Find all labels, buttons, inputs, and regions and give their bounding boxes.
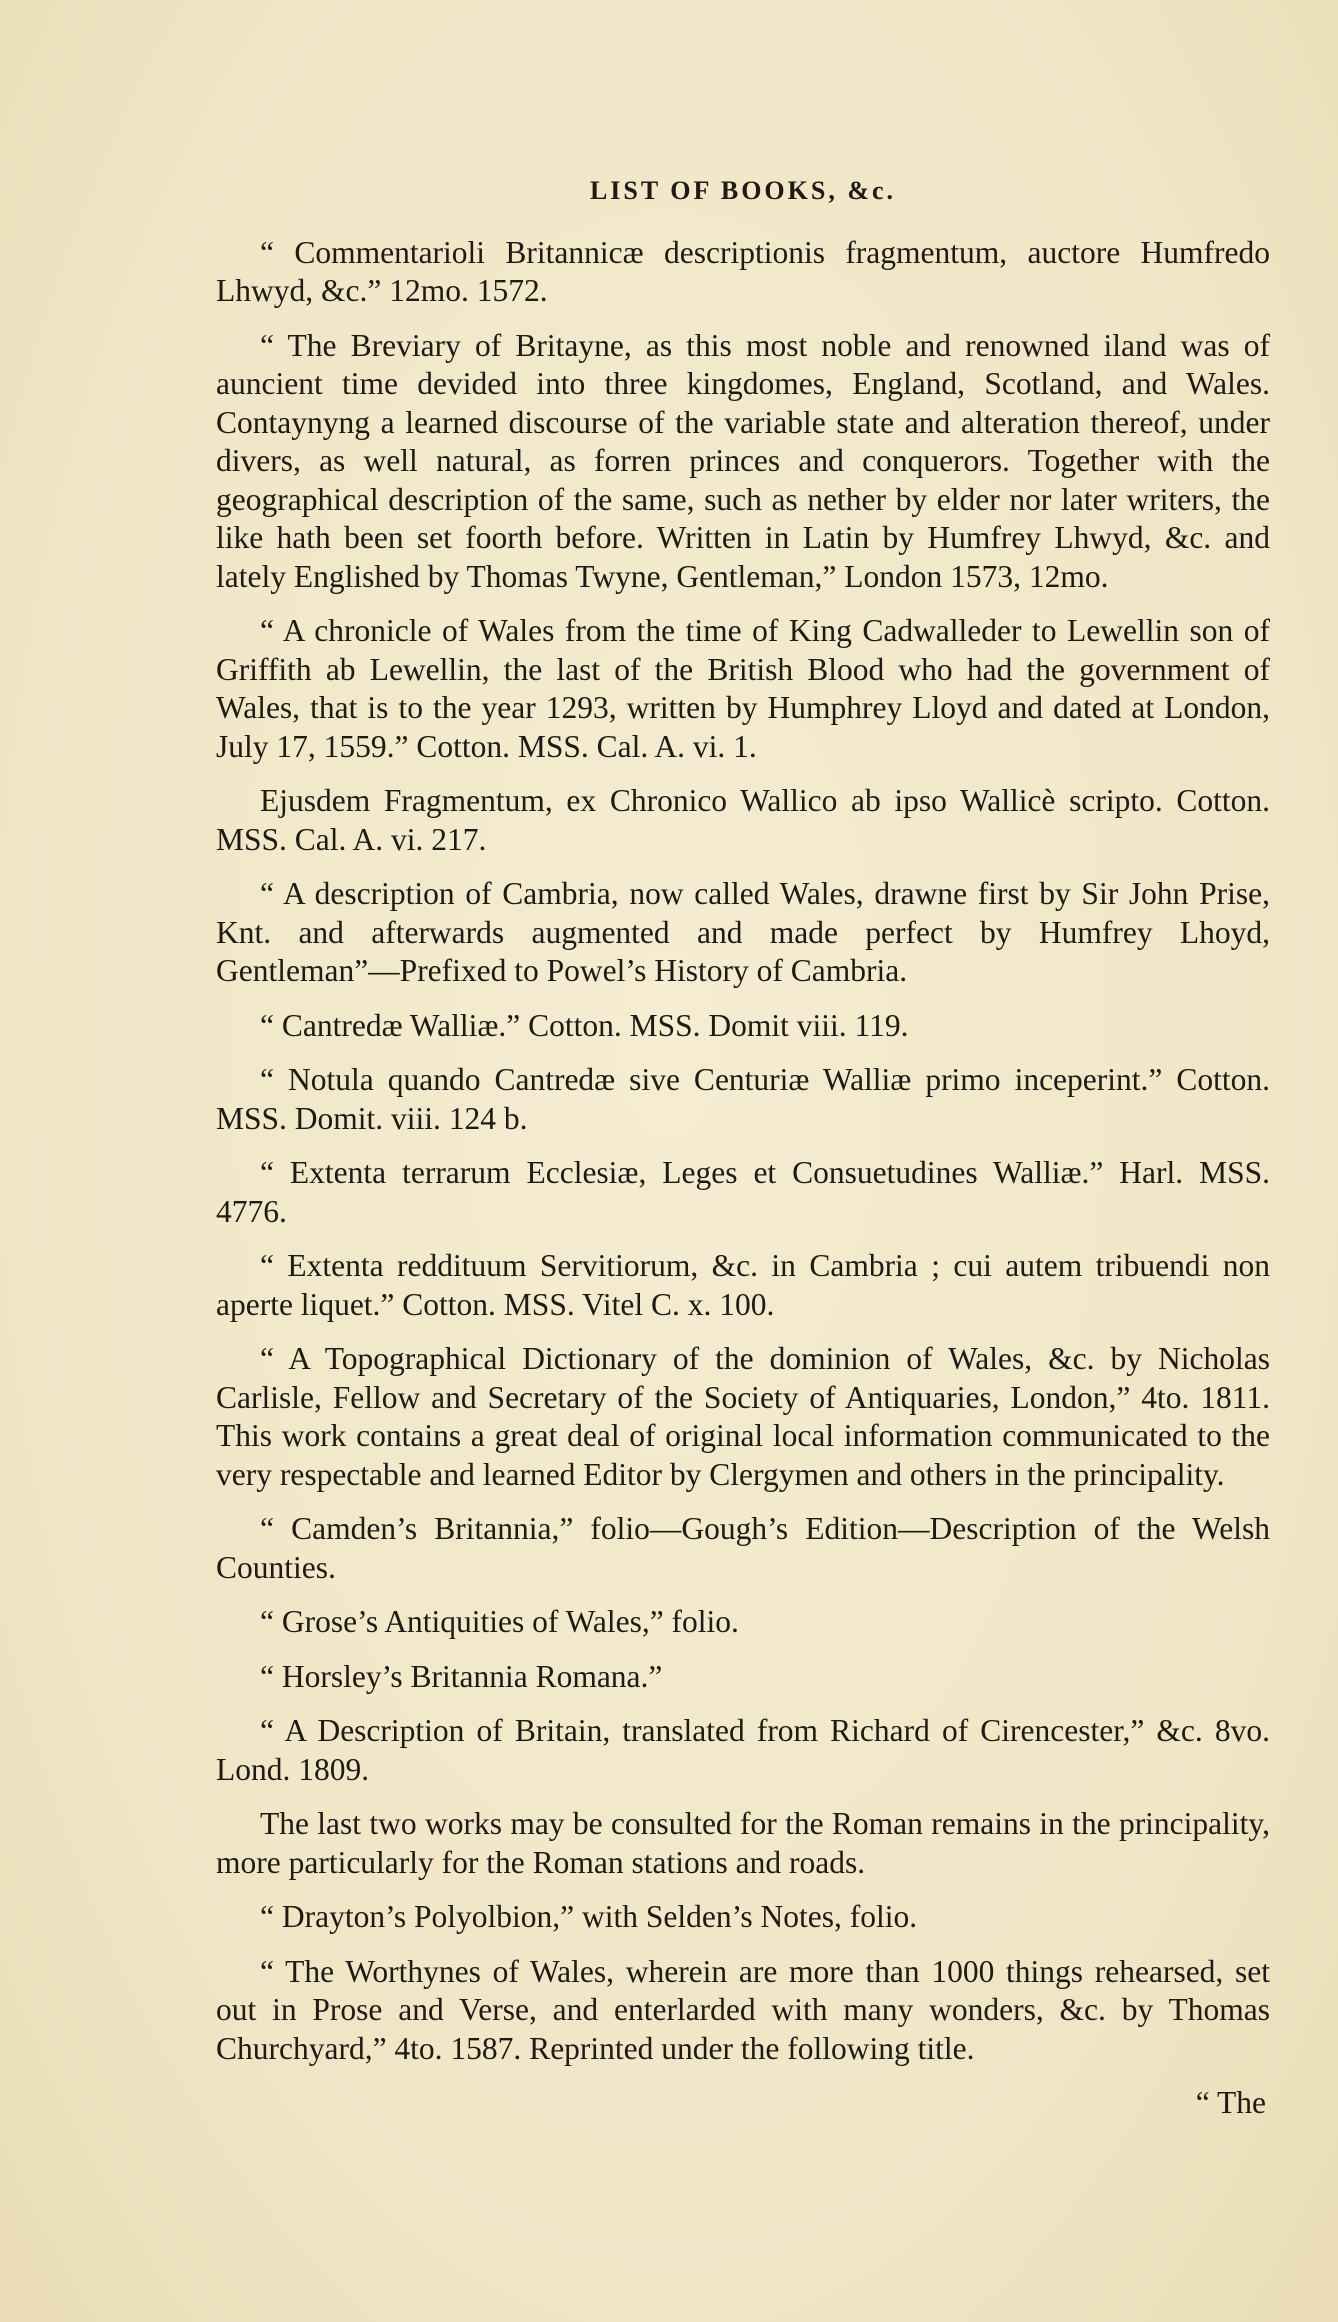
entry-breviary-of-britayne: “ The Breviary of Britayne, as this most noble and renowned iland was of auncient time devided into three kingdomes, England, Scotland, and Wales. Contaynyng a learned discourse of the variable state and alteration thereof, under divers, as well natural, as forren princes and conquerors. Together with the geographical description of the same, such as nether by elder nor later writers, the like hath been set foorth before. Written in Latin by Humfrey Lhwyd, &c. and lately Englished by Thomas Twyne, Gentleman,” London 1573, 12mo.	[216, 327, 1270, 594]
entry-horsleys-britannia: “ Horsley’s Britannia Romana.”	[260, 1658, 663, 1694]
entry-camdens-britannia: “ Camden’s Britannia,” folio—Gough’s Edition—Description of the Welsh Counties.	[216, 1511, 1270, 1585]
catchword: “ The	[1195, 2085, 1266, 2120]
running-head: LIST OF BOOKS, &c.	[589, 176, 897, 205]
entry-ejusdem-fragmentum: Ejusdem Fragmentum, ex Chronico Wallico ab ipso Wallicè scripto. Cotton. MSS. Cal. A. vi. 217.	[216, 783, 1270, 857]
entry-chronicle-of-wales: “ A chronicle of Wales from the time of King Cadwalleder to Lewellin son of Griffith ab Lewellin, the last of the British Blood who had the government of Wales, that is to the year 1293, written by Humphrey Lloyd and dated at London, July 17, 1559.” Cotton. MSS. Cal. A. vi. 1.	[216, 613, 1270, 764]
entry-groses-antiquities: “ Grose’s Antiquities of Wales,” folio.	[260, 1604, 739, 1639]
entry-cantredae-walliae: “ Cantredæ Walliæ.” Cotton. MSS. Domit viii. 119.	[260, 1007, 909, 1043]
entry-draytons-polyolbion: “ Drayton’s Polyolbion,” with Selden’s Notes, folio.	[260, 1899, 918, 1934]
entry-worthynes-of-wales: “ The Worthynes of Wales, wherein are more than 1000 things rehearsed, set out in Prose and Verse, and enterlarded with many wonders, &c. by Thomas Churchyard,” 4to. 1587. Reprinted under the following title.	[216, 1953, 1270, 2066]
entry-description-of-britain: “ A Description of Britain, translated from Richard of Cirencester,” &c. 8vo. Lond. 1809.	[216, 1713, 1270, 1787]
entry-extenta-reddituum: “ Extenta reddituum Servitiorum, &c. in Cambria ; cui autem tribuendi non aperte liquet.” Cotton. MSS. Vitel C. x. 100.	[216, 1248, 1270, 1322]
entry-notula: “ Notula quando Cantredæ sive Centuriæ Walliæ primo inceperint.” Cotton. MSS. Domit. viii. 124 b.	[216, 1062, 1270, 1136]
page-text	[216, 172, 1270, 2123]
entry-commentarioli: “ Commentarioli Britannicæ descriptionis fragmentum, auctore Humfredo Lhwyd, &c.” 12mo. 1572.	[216, 234, 1270, 308]
entry-topographical-dictionary: “ A Topographical Dictionary of the dominion of Wales, &c. by Nicholas Carlisle, Fellow and Secretary of the Society of Antiquaries, London,” 4to. 1811. This work contains a great deal of original local information communicated to the very respectable and learned Editor by Clergymen and others in the principality.	[216, 1341, 1270, 1492]
entry-description-of-cambria: “ A description of Cambria, now called Wales, drawne first by Sir John Prise, Knt. and afterwards augmented and made perfect by Humfrey Lhoyd, Gentleman”—Prefixed to Powel’s History of Cambria.	[216, 876, 1270, 988]
entry-note-roman-remains: The last two works may be consulted for the Roman remains in the principality, more particularly for the Roman stations and roads.	[216, 1806, 1270, 1880]
entry-extenta-terrarum: “ Extenta terrarum Ecclesiæ, Leges et Consuetudines Walliæ.” Harl. MSS. 4776.	[216, 1155, 1270, 1229]
